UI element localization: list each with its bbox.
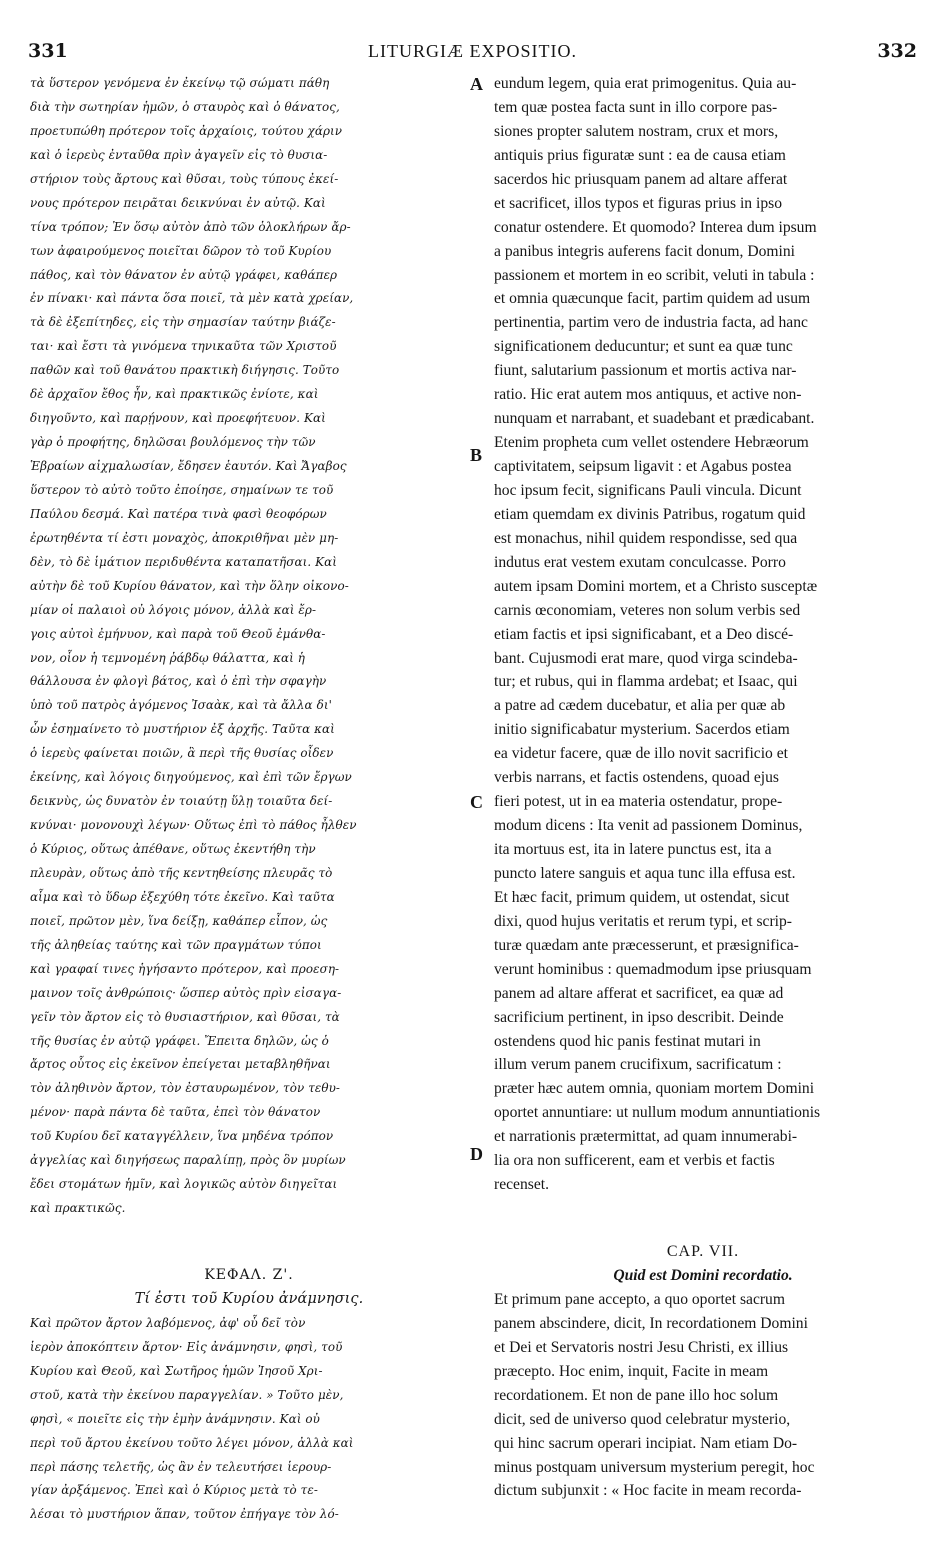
latin-text-line: et sacrificet, illos typos et figuras prius in ipso	[494, 194, 782, 212]
greek-text-line: τοῦ Κυρίου δεῖ καταγγέλλειν, ἵνα μηδένα τρόπον	[30, 1129, 334, 1144]
latin-text-line: ita mortuus est, ita in latere punctus est, ita a	[494, 841, 772, 858]
greek-text-line: πλευρὰν, οὕτως ἀπὸ τῆς κεντηθείσης πλευρᾶς τὸ	[30, 865, 333, 880]
latin-chapter-text-line: recordationem. Et non de pane illo hoc solum	[494, 1386, 779, 1404]
latin-text-line: antiquis prius figuratæ sunt : ea de causa etiam	[494, 146, 786, 164]
greek-text-line: αὐτὴν δὲ τοῦ Κυρίου θάνατον, καὶ τὴν ὅλην οἰκονο-	[30, 578, 349, 593]
latin-text-line: nunquam et narrabant, et suadebant et prædicabant.	[494, 410, 815, 428]
greek-chapter-text-line: στοῦ, κατὰ τὴν ἐκείνου παραγγελίαν. » Τοῦτο μὲν,	[30, 1387, 344, 1402]
greek-text-line: Ἑβραίων αἰχμαλωσίαν, ἔδησεν ἑαυτόν. Καὶ Ἄγαβος	[30, 459, 347, 473]
greek-chapter-text-line: ἱερὸν ἀποκόπτειν ἄρτον· Εἰς ἀνάμνησιν, φησὶ, τοῦ	[30, 1339, 343, 1354]
latin-text-line: fieri potest, ut in ea materia ostendatur, prope-	[494, 793, 783, 811]
greek-column	[30, 72, 468, 1527]
greek-chapter-text-line: Κυρίου καὶ Θεοῦ, καὶ Σωτῆρος ἡμῶν Ἰησοῦ Χρι-	[30, 1363, 323, 1378]
greek-text-line: ὁ Κύριος, οὕτως ἀπέθανε, οὕτως ἐκεντήθη τὴν	[30, 842, 316, 856]
latin-chapter-text-line: dictum subjunxit : « Hoc facite in meam recorda-	[494, 1482, 802, 1500]
section-letter-a: A	[470, 74, 483, 94]
greek-text-line: γὰρ ὁ προφήτης, δηλῶσαι βουλόμενος τὴν τῶν	[30, 435, 316, 450]
latin-chapter-text-line: qui hinc sacrum operari incipiat. Nam etiam Do-	[494, 1434, 798, 1452]
running-title: LITURGIÆ EXPOSITIO.	[368, 41, 577, 61]
latin-text-line: panem ad altare afferat et sacrificet, ea quæ ad	[494, 984, 784, 1002]
greek-text-line: τίνα τρόπον; Ἐν ὅσῳ αὐτὸν ἀπὸ τῶν ὁλοκλήρων ἄρ-	[30, 219, 351, 234]
latin-text-line: Etenim propheta cum vellet ostendere Hebræorum	[494, 434, 809, 452]
greek-text-line: ἐν πίνακι· καὶ πάντα ὅσα ποιεῖ, τὰ μὲν κατὰ χρείαν,	[30, 291, 354, 306]
page-header	[28, 40, 917, 64]
latin-text-line: passionem et mortem in eo scribit, veluti in tabula :	[494, 266, 815, 284]
greek-text-line: στήριον τοὺς ἄρτους καὶ θῦσαι, τοὺς τύπους ἐκεί-	[30, 171, 339, 186]
greek-text-line: αἷμα καὶ τὸ ὕδωρ ἐξεχύθη τότε ἐκεῖνο. Καὶ ταῦτα	[30, 889, 335, 904]
section-letter-d: D	[470, 1144, 483, 1164]
latin-text-line: significationem deducuntur; et sunt ea quæ tunc	[494, 338, 793, 356]
greek-chapter-text-line: φησὶ, « ποιεῖτε εἰς τὴν ἐμὴν ἀνάμνησιν. Καὶ οὐ	[30, 1411, 320, 1426]
latin-text-line: conatur ostendere. Et quomodo? Interea dum ipsum	[494, 218, 817, 236]
greek-text-line: ὁ ἱερεὺς φαίνεται ποιῶν, ἃ περὶ τῆς θυσίας οἶδεν	[30, 746, 334, 761]
latin-text-line: a patre ad cædem ducebatur, et alia per quæ ab	[494, 697, 786, 715]
latin-text-line: ea videtur facere, quæ de illo novit sacrificio et	[494, 745, 788, 763]
page-number-left: 331	[28, 40, 68, 62]
greek-text-line: τὰ ὕστερον γενόμενα ἐν ἐκείνῳ τῷ σώματι πάθη	[30, 76, 330, 90]
greek-text-line: τὰ δὲ ἐξεπίτηδες, εἰς τὴν σημασίαν ταύτην βιάζε-	[30, 315, 336, 330]
greek-text-line: κνύναι· μονονουχὶ λέγων· Οὕτως ἐπὶ τὸ πάθος ἦλθεν	[30, 818, 357, 833]
greek-text-line: γεῖν τὸν ἄρτον εἰς τὸ θυσιαστήριον, καὶ θῦσαι, τὰ	[30, 1009, 340, 1024]
greek-section-gap	[30, 1221, 468, 1264]
latin-text-line: et omnia quæcunque facit, partim quidem ad usum	[494, 290, 811, 308]
latin-text-line: modum dicens : Ita venit ad passionem Dominus,	[494, 817, 803, 835]
section-letter-b: B	[470, 445, 483, 465]
greek-text-line: δεικνὺς, ὡς δυνατὸν ἐν τοιαύτῃ ὕλῃ τοιαῦτα δεί-	[30, 794, 333, 809]
latin-text-line: tur; et rubus, qui in flamma ardebat; et Isaac, qui	[494, 673, 798, 691]
latin-text-line: siones propter salutem nostram, crux et mors,	[494, 122, 779, 140]
latin-text-line: sacrificium pertinent, in ipso describit. Deinde	[494, 1008, 784, 1026]
greek-text-line: ὧν ἐσημαίνετο τὸ μυστήριον ἐξ ἀρχῆς. Ταῦτα καὶ	[30, 722, 335, 737]
latin-text-line: oportet annuntiare: ut nullum modum annuntiationis	[494, 1104, 821, 1122]
greek-text-line: ἐκείνης, καὶ λόγοις διηγούμενος, καὶ ἐπὶ τῶν ἔργων	[30, 770, 352, 785]
greek-chapter-text-line: λέσαι τὸ μυστήριον ἅπαν, τοῦτον ἐπήγαγε τὸν λό-	[30, 1507, 339, 1522]
latin-text-line: recenset.	[494, 1176, 549, 1194]
latin-text-line: indutus erat vestem exutam conculcasse. Porro	[494, 553, 786, 571]
greek-text-line: νον, οἷον ἡ τεμνομένη ῥάβδῳ θάλαττα, καὶ ἡ	[30, 650, 306, 665]
latin-text-line: autem ipsam Domini mortem, et a Christo susceptæ	[494, 577, 818, 595]
greek-text-line: μαινον τοῖς ἀνθρώποις· ὥσπερ αὐτὸς πρὶν εἰσαγα-	[30, 985, 342, 1000]
greek-text-line: διηγοῦντο, καὶ παρῄνουν, καὶ προεφήτευον. Καὶ	[30, 411, 326, 426]
greek-text-line: δὲν, τὸ δὲ ἱμάτιον περιδυθέντα καταπατῆσαι. Καὶ	[30, 554, 338, 569]
greek-text-line: τῆς θυσίας ἐν αὐτῷ γράφει. Ἔπειτα δηλῶν, ὡς ὁ	[30, 1033, 329, 1048]
latin-column	[494, 72, 912, 1503]
page-number-right: 332	[877, 40, 917, 62]
latin-text-line: Et hæc facit, primum quidem, ut ostendat, sicut	[494, 888, 790, 906]
latin-section-gap	[494, 1197, 912, 1240]
latin-text-line: tem quæ postea facta sunt in illo corpore pas-	[494, 98, 778, 116]
latin-text-line: carnis œconomiam, veteres non solum verbis sed	[494, 601, 801, 619]
greek-text-line: τῆς ἀληθείας ταύτης καὶ τῶν πραγμάτων τύποι	[30, 937, 322, 952]
greek-chapter-text-line: περὶ πάσης τελετῆς, ὡς ἂν ἐν τελευτήσει ἱερουρ-	[30, 1459, 332, 1474]
greek-chapter-text-line: περὶ τοῦ ἄρτου ἐκείνου τοῦτο λέγει μόνον, ἀλλὰ καὶ	[30, 1435, 354, 1450]
greek-text-line: ται· καὶ ἔστι τὰ γινόμενα τηνικαῦτα τῶν Χριστοῦ	[30, 339, 337, 354]
greek-chapter-subtitle: Τί ἐστι τοῦ Κυρίου ἀνάμνησις.	[134, 1290, 364, 1307]
greek-text-line: ἔδει στομάτων ἡμῖν, καὶ λογικῶς αὐτὸν διηγεῖται	[30, 1177, 338, 1192]
latin-text-line: fiunt, salutarium passionum et mortis activa nar-	[494, 362, 797, 380]
latin-text-line: etiam factis et ipsi significabant, et a Deo discé-	[494, 625, 794, 643]
latin-chapter-text-line: panem abscindere, dicit, In recordationem Domini	[494, 1314, 808, 1332]
latin-text-line: sacerdos hic priusquam panem ad altare afferat	[494, 170, 788, 188]
greek-text-line: ποιεῖ, πρῶτον μὲν, ἵνα δείξῃ, καθάπερ εἶπον, ὡς	[30, 913, 328, 928]
latin-chapter-text-line: et Dei et Servatoris nostri Jesu Christi, ex illius	[494, 1338, 789, 1356]
greek-text-line: προετυπώθη πρότερον τοῖς ἀρχαίοις, τούτου χάριν	[30, 123, 343, 138]
latin-text-line: dixi, quod hujus veritatis et rerum typi, et scrip-	[494, 912, 792, 930]
latin-text-line: ratio. Hic erat autem mos antiquus, et active non-	[494, 386, 802, 404]
latin-text-line: illum verum panem crucifixum, sacrificatum :	[494, 1056, 782, 1074]
greek-text-line: τὸν ἀληθινὸν ἄρτον, τὸν ἐσταυρωμένον, τὸν τεθυ-	[30, 1081, 341, 1096]
latin-text-line: etiam quemdam ex divinis Patribus, rogatum quid	[494, 505, 806, 523]
greek-text-line: διὰ τὴν σωτηρίαν ἡμῶν, ὁ σταυρὸς καὶ ὁ θάνατος,	[30, 99, 340, 114]
latin-chapter-heading: CAP. VII.	[666, 1243, 740, 1261]
latin-text-line: et narrationis prætermittat, ad quam innumerabi-	[494, 1128, 798, 1146]
greek-chapter-text-line: Καὶ πρῶτον ἄρτον λαβόμενος, ἀφ' οὗ δεῖ τὸν	[30, 1315, 306, 1330]
greek-text-line: δὲ ἀρχαῖον ἔθος ἦν, καὶ πρακτικῶς ἐνίοτε, καὶ	[30, 387, 319, 402]
greek-text-line: πάθος, καὶ τὸν θάνατον ἐν αὐτῷ γράφει, καθάπερ	[30, 267, 338, 282]
latin-text-line: eundum legem, quia erat primogenitus. Quia au-	[494, 75, 797, 92]
greek-text-line: καὶ ὁ ἱερεὺς ἐνταῦθα πρὶν ἀγαγεῖν εἰς τὸ θυσια-	[30, 147, 328, 162]
latin-text-line: verunt hominibus : quemadmodum ipse priusquam	[494, 960, 812, 978]
greek-text-line: θάλλουσα ἐν φλογὶ βάτος, καὶ ὁ ἐπὶ τὴν σφαγὴν	[30, 674, 327, 689]
latin-text-line: pertinentia, partim vero de industria facta, ad hanc	[494, 314, 808, 332]
greek-text-line: νους πρότερον πειρᾶται δεικνύναι ἐν αὐτῷ. Καὶ	[30, 195, 326, 210]
greek-text-line: μίαν οἱ παλαιοὶ οὐ λόγοις μόνον, ἀλλὰ καὶ ἔρ-	[30, 602, 317, 617]
greek-text-line: μένον· παρὰ πάντα δὲ ταῦτα, ἐπεὶ τὸν θάνατον	[30, 1105, 321, 1120]
latin-text-line: a panibus integris auferens facit donum, Domini	[494, 242, 795, 260]
section-letter-c: C	[470, 792, 483, 812]
greek-text-line: ὑπὸ τοῦ πατρὸς ἀγόμενος Ἰσαὰκ, καὶ τὰ ἄλλα δι'	[30, 698, 332, 713]
greek-text-line: ἐρωτηθέντα τί ἐστι μοναχὸς, ἀποκριθῆναι μὲν μη-	[30, 530, 339, 545]
greek-chapter-heading: ΚΕΦΑΛ. Ζ'.	[204, 1267, 294, 1283]
greek-text-line: Παύλου δεσμά. Καὶ πατέρα τινὰ φασὶ θεοφόρων	[30, 506, 327, 521]
latin-text-line: captivitatem, seipsum ligavit : et Agabus postea	[494, 458, 792, 475]
greek-text-line: ἄρτος οὗτος εἰς ἐκεῖνον ἐπείγεται μεταβληθῆναι	[30, 1057, 331, 1072]
latin-text-line: verbis narrans, et factis ostendens, quoad ejus	[494, 769, 779, 787]
greek-chapter-text-line: γίαν ἀρξάμενος. Ἐπεὶ καὶ ὁ Κύριος μετὰ τὸ τε-	[30, 1483, 318, 1498]
greek-text-line: καὶ πρακτικῶς.	[30, 1201, 126, 1216]
latin-text-line: præter hæc autem omnia, quoniam mortem Domini	[494, 1080, 815, 1098]
latin-text-line: est monachus, nihil quidem respondisse, sed qua	[494, 529, 798, 547]
greek-text-line: γοις αὐτοὶ ἐμήνυον, καὶ παρὰ τοῦ Θεοῦ ἐμάνθα-	[30, 626, 326, 641]
latin-chapter-text-line: Et primum pane accepto, a quo oportet sacrum	[494, 1290, 785, 1308]
latin-text-line: hoc ipsum fecit, significans Pauli vincula. Dicunt	[494, 481, 802, 499]
latin-text-line: initio significabatur mysterium. Sacerdos etiam	[494, 721, 790, 739]
latin-text-line: puncto latere sanguis et aqua tunc illa effusa est.	[494, 864, 796, 882]
latin-text-line: ostendens quod hic panis festinat mutari in	[494, 1032, 761, 1050]
latin-text-line: turæ quædam ante præcesserunt, et præsignifica-	[494, 936, 799, 954]
greek-text-line: ἀγγελίας καὶ διηγήσεως παραλίπῃ, πρὸς ὃν μυρίων	[30, 1153, 346, 1168]
latin-chapter-text-line: minus postquam universum mysterium peregit, hoc	[494, 1458, 815, 1476]
latin-text-line: lia ora non sufficerent, eam et verbis et factis	[494, 1152, 775, 1170]
latin-chapter-subtitle: Quid est Domini recordatio.	[613, 1267, 793, 1284]
greek-text-line: παθῶν καὶ τοῦ θανάτου πρακτικὴ διήγησις. Τοῦτο	[30, 363, 340, 378]
latin-text-line: bant. Cujusmodi erat mare, quod virga scindeba-	[494, 649, 798, 667]
greek-text-line: των ἀφαιρούμενος ποιεῖται δῶρον τὸ τοῦ Κυρίου	[30, 243, 332, 258]
greek-text-line: καὶ γραφαί τινες ἡγήσαντο πρότερον, καὶ προεση-	[30, 961, 340, 976]
latin-chapter-text-line: dicit, sed de universo quod celebratur mysterio,	[494, 1410, 791, 1428]
greek-text-line: ὕστερον τὸ αὐτὸ τοῦτο ἐποίησε, σημαίνων τε τοῦ	[30, 482, 334, 497]
latin-chapter-text-line: præcepto. Hoc enim, inquit, Facite in meam	[494, 1362, 769, 1380]
